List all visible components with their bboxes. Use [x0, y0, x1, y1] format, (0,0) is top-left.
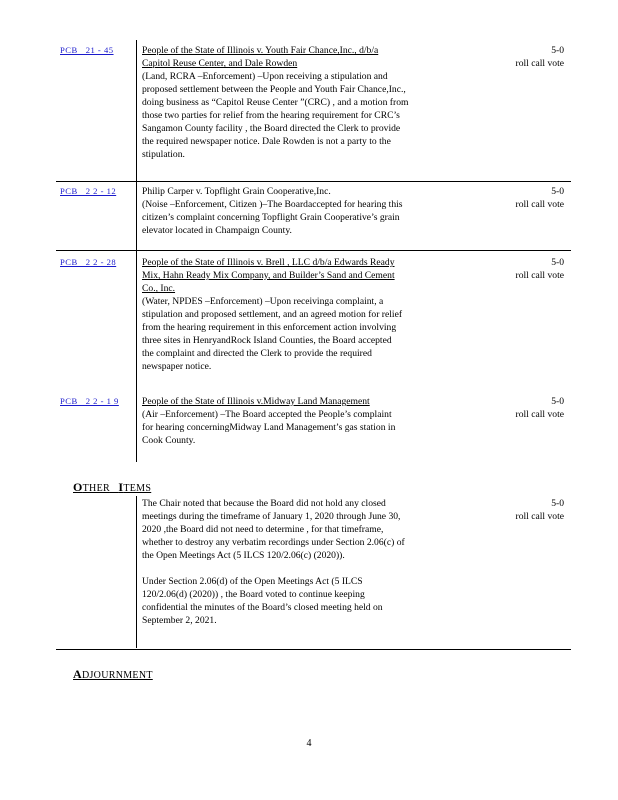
case-body-line: the complaint and directed the Clerk to provide the required	[142, 348, 372, 359]
case-body-line: the required newspaper notice. Dale Rowden is not a party to the	[142, 136, 391, 147]
vote-result	[498, 256, 564, 282]
case-entry	[142, 256, 478, 373]
other-items-line: meetings during the timeframe of January 1, 2020 through June 30,	[142, 511, 401, 522]
case-body-line: newspaper notice.	[142, 361, 212, 372]
case-number-link[interactable]: PCB 2 2 - 28	[60, 257, 117, 267]
vote-count: 5-0	[551, 498, 564, 509]
column-divider	[136, 40, 137, 462]
case-entry	[142, 395, 478, 447]
case-entry	[142, 185, 478, 237]
case-title-line: Capitol Reuse Center, and Dale Rowden	[142, 58, 298, 69]
case-title-line: Co., Inc.	[142, 283, 176, 294]
vote-count: 5-0	[551, 257, 564, 268]
case-body-line: citizen’s complaint concerning Topflight Grain Cooperative’s grain	[142, 212, 400, 223]
case-body-line: stipulation.	[142, 149, 185, 160]
heading-rest: THER	[82, 483, 110, 494]
case-body-line: (Water, NPDES –Enforcement) –Upon receivinga complaint, a	[142, 296, 384, 307]
heading-initial: O	[73, 480, 83, 494]
case-number-link[interactable]: PCB 2 2 - 1 9	[60, 396, 119, 406]
vote-type: roll call vote	[515, 511, 564, 522]
vote-type: roll call vote	[515, 409, 564, 420]
vote-result	[498, 44, 564, 70]
case-title-line: Philip Carper v. Topflight Grain Cooperative,Inc.	[142, 186, 331, 197]
other-items-line: confidential the minutes of the Board’s closed meeting held on	[142, 602, 383, 613]
heading-initial: A	[73, 667, 82, 681]
column-divider	[136, 496, 137, 648]
vote-count: 5-0	[551, 186, 564, 197]
heading-rest: DJOURNMENT	[81, 670, 153, 681]
case-number-link[interactable]: PCB 21 - 45	[60, 45, 114, 55]
vote-type: roll call vote	[515, 58, 564, 69]
case-body-line: proposed settlement between the People and Youth Fair Chance,Inc.,	[142, 84, 406, 95]
other-items-line: The Chair noted that because the Board did not hold any closed	[142, 498, 386, 509]
case-number-link[interactable]: PCB 2 2 - 12	[60, 186, 117, 196]
case-body-line: Sangamon County facility , the Board directed the Clerk to provide	[142, 123, 401, 134]
heading-initial: I	[118, 480, 124, 494]
adjournment-heading	[73, 668, 153, 682]
case-title-line: People of the State of Illinois v. Brell , LLC d/b/a Edwards Ready	[142, 257, 395, 268]
vote-count: 5-0	[551, 45, 564, 56]
vote-result	[498, 395, 564, 421]
row-separator	[56, 181, 571, 182]
vote-type: roll call vote	[515, 270, 564, 281]
case-body-line: stipulation and proposed settlement, and an agreed motion for relief	[142, 309, 403, 320]
case-body-line: from the hearing requirement in this enforcement action involving	[142, 322, 397, 333]
vote-result	[498, 185, 564, 211]
other-items-line: 2020 ,the Board did not need to determine , for that timeframe,	[142, 524, 384, 535]
case-body-line: for hearing concerningMidway Land Management’s gas station in	[142, 422, 396, 433]
case-body-line: Cook County.	[142, 435, 196, 446]
page-number: 4	[306, 738, 312, 749]
case-body-line: three sites in HenryandRock Island Counties, the Board accepted	[142, 335, 392, 346]
case-body-line: those two parties for relief from the hearing requirement for CRC’s	[142, 110, 400, 121]
case-title-line: Mix, Hahn Ready Mix Company, and Builder’s Sand and Cement	[142, 270, 395, 281]
case-body-line: (Noise –Enforcement, Citizen )–The Boardaccepted for hearing this	[142, 199, 403, 210]
row-separator	[56, 250, 571, 251]
row-separator	[56, 649, 571, 650]
case-entry	[142, 44, 478, 161]
other-items-line: whether to destroy any verbatim recordings under Section 2.06(c) of	[142, 537, 405, 548]
case-body-line: doing business as “Capitol Reuse Center ”(CRC) , and a motion from	[142, 97, 409, 108]
other-items-entry	[142, 497, 478, 627]
case-title-line: People of the State of Illinois v.Midway Land Management	[142, 396, 370, 407]
vote-count: 5-0	[551, 396, 564, 407]
heading-rest: TEMS	[123, 483, 152, 494]
other-items-heading	[73, 481, 151, 495]
case-body-line: (Air –Enforcement) –The Board accepted the People’s complaint	[142, 409, 392, 420]
other-items-line: 120/2.06(d) (2020)) , the Board voted to continue keeping	[142, 589, 365, 600]
vote-type: roll call vote	[515, 199, 564, 210]
other-items-line: the Open Meetings Act (5 ILCS 120/2.06(c) (2020)).	[142, 550, 345, 561]
other-items-line: Under Section 2.06(d) of the Open Meetings Act (5 ILCS	[142, 576, 363, 587]
other-items-line: September 2, 2021.	[142, 615, 217, 626]
case-body-line: (Land, RCRA –Enforcement) –Upon receiving a stipulation and	[142, 71, 388, 82]
case-title-line: People of the State of Illinois v. Youth Fair Chance,Inc., d/b/a	[142, 45, 379, 56]
vote-result	[498, 497, 564, 523]
case-body-line: elevator located in Champaign County.	[142, 225, 292, 236]
